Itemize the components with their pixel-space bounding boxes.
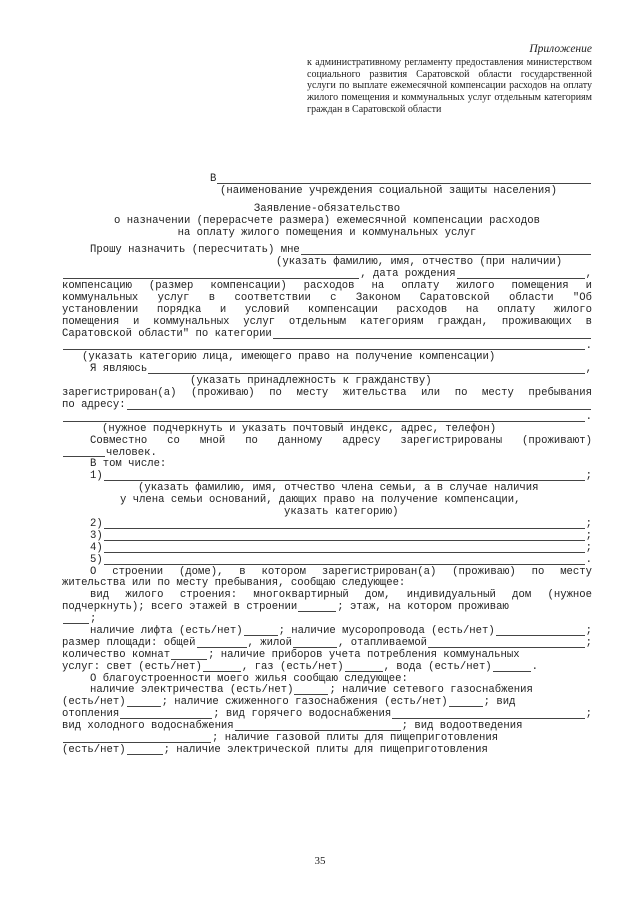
gas-stove-field[interactable] (127, 745, 163, 755)
floor-field[interactable] (63, 614, 89, 624)
meters-line: услуг: свет (есть/нет) , газ (есть/нет) , вода (есть/нет) . (62, 660, 539, 673)
birth-line: , дата рождения , (62, 269, 592, 281)
hot-water-field[interactable] (392, 709, 584, 719)
form-subtitle-1: о назначении (перерасчете размера) ежемесячной компенсации расходов (114, 214, 540, 227)
gas-line: (есть/нет) ; наличие сжиженного газоснабжения (есть/нет) ; вид (62, 696, 516, 709)
lift-field[interactable] (244, 626, 278, 636)
form-title: Заявление-обязательство (253, 202, 401, 215)
area-total-field[interactable] (197, 638, 247, 648)
appendix-title: Приложение (529, 43, 592, 55)
comp-text-3: установлении порядка и условий компенсации расходов на оплату жилого (62, 303, 592, 316)
liquefied-gas-field[interactable] (449, 697, 483, 707)
page-number: 35 (314, 855, 326, 867)
area-heated-field[interactable] (428, 638, 585, 648)
cohabitants-count-line: человек. (62, 448, 592, 460)
fio-field[interactable] (301, 245, 591, 255)
category-field-cont[interactable] (63, 340, 585, 350)
garbage-chute-field[interactable] (496, 626, 585, 636)
meter-gas-field[interactable] (345, 662, 383, 672)
member-hint-1: (указать фамилию, имя, отчество члена семьи, а в случае наличия (138, 482, 539, 495)
electricity-line: наличие электричества (есть/нет) ; наличие сетевого газоснабжения (90, 684, 533, 697)
family-member-4-field[interactable] (104, 543, 585, 553)
floors-line: подчеркнуть); всего этажей в строении ; этаж, на котором проживаю (62, 601, 509, 614)
request-line: Прошу назначить (пересчитать) мне (62, 245, 592, 257)
address-line: по адресу: (62, 400, 592, 412)
form-subtitle-2: на оплату жилого помещения и коммунальных услуг (177, 226, 477, 239)
application-form (62, 174, 592, 757)
family-member-3: 3) ; (90, 529, 592, 542)
area-line: размер площади: общей , жилой , отапливаемой ; (62, 636, 592, 649)
comp-text-1: компенсацию (размер компенсации) расходов на оплату жилого помещения и (62, 280, 592, 293)
cohabitants-count-field[interactable] (63, 447, 105, 457)
rooms-field[interactable] (171, 650, 207, 660)
cohabitants-text: Совместно со мной по данному адресу зарегистрированы (проживают) (90, 434, 592, 447)
building-text-2: жительства или по месту пребывания, сообщаю следующее: (62, 577, 406, 590)
sewerage-field[interactable] (63, 733, 211, 743)
including-label: В том числе: (90, 458, 167, 471)
category-line-2: . (62, 341, 592, 353)
network-gas-field[interactable] (127, 697, 161, 707)
appendix-text: к административному регламенту предоставления министерством социального развития Саратовской области государственной услуги по выплате ежемесячной компенсации расходов на оплату жилого помещения и коммунальных услуг отдельным категориям граждан в Саратовской области (307, 56, 592, 115)
citizenship-line: Я являюсь , (90, 363, 592, 376)
electricity-field[interactable] (294, 685, 328, 695)
birth-date-field[interactable] (457, 269, 585, 279)
floors-total-field[interactable] (298, 602, 336, 612)
category-field[interactable] (273, 329, 591, 339)
member-hint-2: у члена семьи оснований, дающих право на получение компенсации, (120, 494, 521, 507)
fio-hint: (указать фамилию, имя, отчество (при наличии) (276, 256, 563, 269)
electric-stove-line: (есть/нет) ; наличие электрической плиты для пищеприготовления (62, 743, 488, 756)
family-member-2-field[interactable] (104, 519, 585, 529)
address-field[interactable] (127, 400, 591, 410)
heating-type-field[interactable] (120, 709, 212, 719)
family-member-4: 4) ; (90, 541, 592, 554)
family-member-1-field[interactable] (104, 471, 585, 481)
family-member-5: 5) . (90, 553, 592, 566)
appendix-block (307, 44, 592, 116)
gas-stove-line: ; наличие газовой плиты для пищеприготовления (62, 733, 592, 745)
member-hint-3: указать категорию) (284, 506, 399, 519)
rooms-line: количество комнат ; наличие приборов учета потребления коммунальных (62, 648, 520, 661)
citizenship-hint: (указать принадлежность к гражданству) (190, 375, 432, 388)
recipient-line: В (62, 174, 592, 186)
registration-text: зарегистрирован(а) (проживаю) по месту жительства или по месту пребывания (62, 387, 592, 400)
area-living-field[interactable] (293, 638, 337, 648)
recipient-field[interactable] (217, 174, 591, 184)
comp-text-4: помещения и коммунальных услуг отдельным категориям граждан, проживающих в (62, 315, 592, 328)
cold-water-field[interactable] (235, 721, 401, 731)
floor-line: ; (62, 614, 592, 626)
family-member-3-field[interactable] (104, 531, 585, 541)
meter-water-field[interactable] (493, 662, 531, 672)
fio-field-cont[interactable] (63, 269, 359, 279)
address-hint: (нужное подчеркнуть и указать почтовый индекс, адрес, телефон) (102, 422, 497, 435)
heating-line: отопления ; вид горячего водоснабжения ; (62, 708, 592, 721)
citizenship-field[interactable] (148, 364, 584, 374)
lift-line: наличие лифта (есть/нет) ; наличие мусоропровода (есть/нет) ; (90, 624, 592, 637)
cold-water-line: вид холодного водоснабжения ; вид водоотведения (62, 720, 523, 733)
family-member-2: 2) ; (90, 517, 592, 530)
category-hint: (указать категорию лица, имеющего право на получение компенсации) (82, 351, 496, 364)
family-member-1: 1) ; (90, 470, 592, 483)
building-type-text: вид жилого строения: многоквартирный дом, индивидуальный дом (нужное (90, 589, 592, 602)
institution-hint: (наименование учреждения социальной защиты населения) (220, 184, 557, 197)
address-field-cont[interactable] (63, 412, 585, 422)
category-line: Саратовской области" по категории (62, 329, 592, 341)
building-text-1: О строении (доме), в котором зарегистрирован(а) (проживаю) по месту (90, 565, 592, 578)
address-line-2: . (62, 412, 592, 424)
family-member-5-field[interactable] (104, 555, 585, 565)
amenities-heading: О благоустроенности моего жилья сообщаю следующее: (90, 672, 408, 685)
meter-power-field[interactable] (203, 662, 241, 672)
comp-text-2: коммунальных услуг в соответствии с Законом Саратовской области "Об (62, 292, 592, 305)
